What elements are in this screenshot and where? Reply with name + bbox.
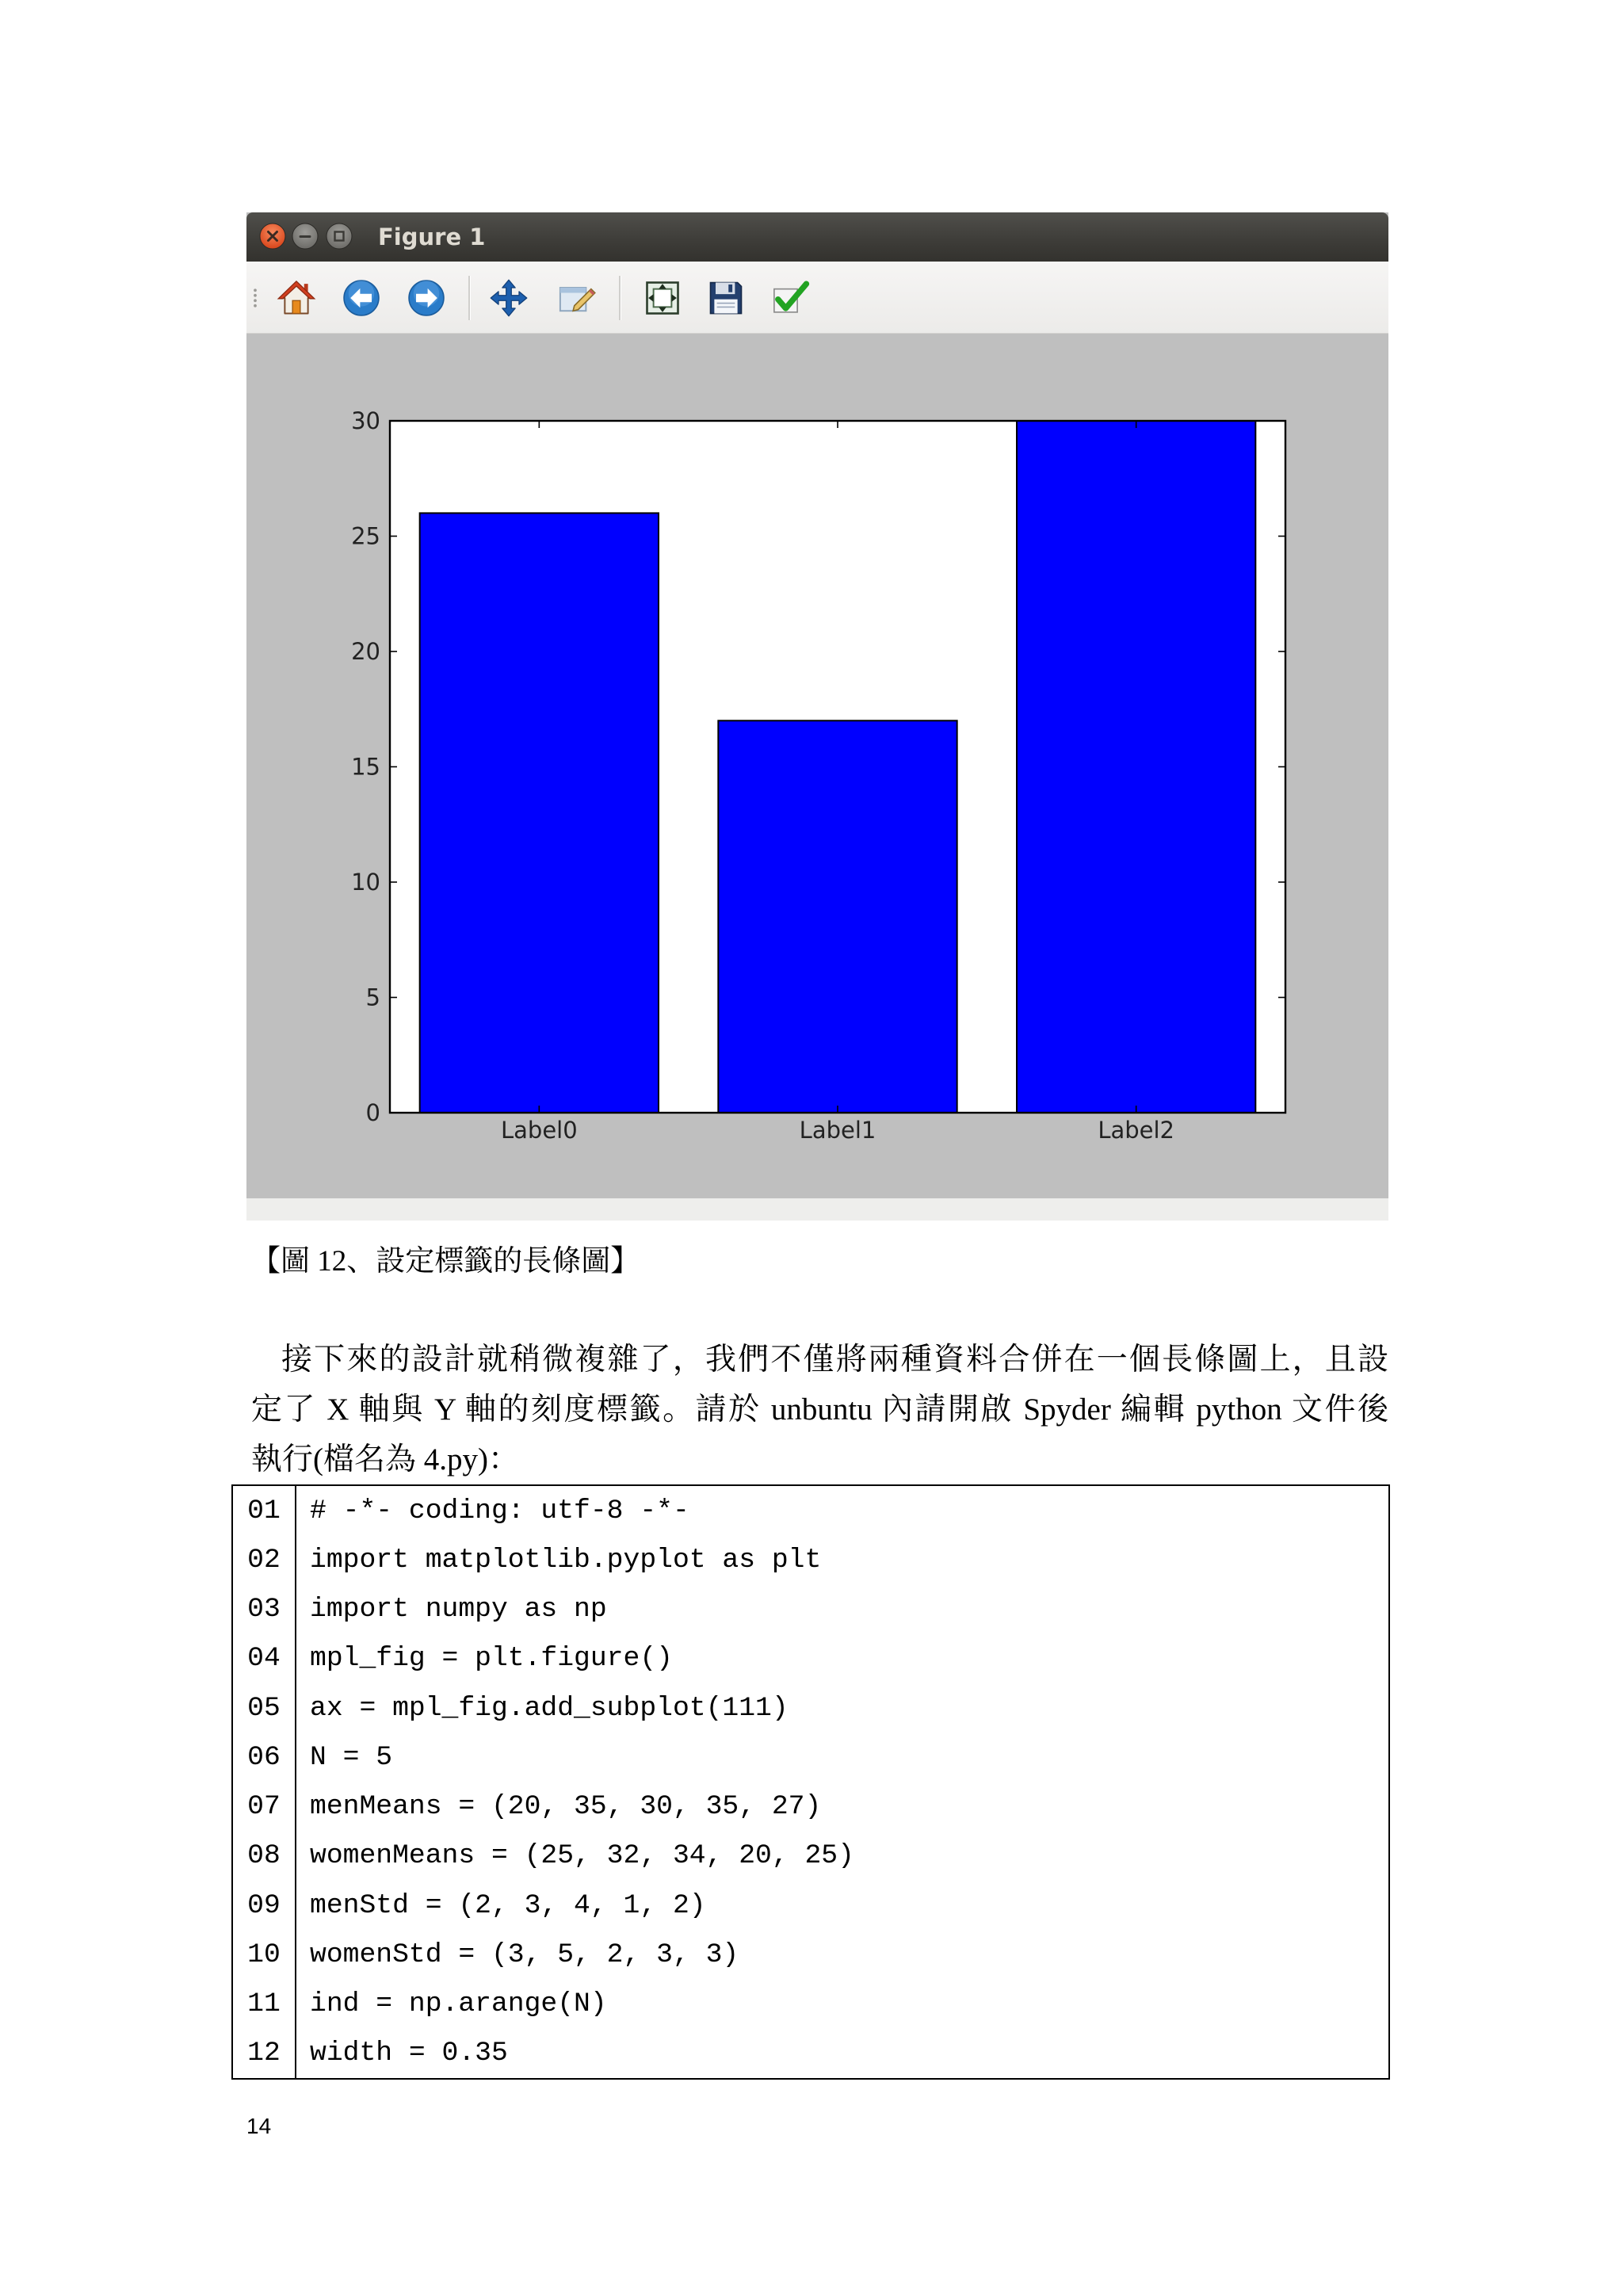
window-close-button[interactable] <box>259 223 286 250</box>
figure-caption: 【圖 12、設定標籤的長條圖】 <box>251 1245 640 1278</box>
line-number: 03 <box>233 1585 296 1634</box>
figure-canvas[interactable] <box>246 334 1388 1198</box>
code-line: import numpy as np <box>310 1594 607 1626</box>
line-number: 02 <box>233 1535 296 1584</box>
home-button[interactable] <box>276 277 317 319</box>
zoom-rect-icon <box>556 277 598 319</box>
code-line: womenMeans = (25, 32, 34, 20, 25) <box>310 1840 854 1872</box>
code-row <box>233 2029 1388 2078</box>
code-row <box>233 1486 1388 1535</box>
back-arrow-icon <box>341 277 382 319</box>
code-line: # -*- coding: utf-8 -*- <box>310 1495 689 1526</box>
code-row <box>233 1980 1388 2029</box>
code-row <box>233 1535 1388 1584</box>
back-button[interactable] <box>341 277 382 319</box>
navigation-toolbar <box>246 262 1388 334</box>
edit-check-icon <box>770 277 812 319</box>
zoom-button[interactable] <box>556 277 598 319</box>
body-paragraph <box>251 1335 1388 1484</box>
forward-arrow-icon <box>406 277 447 319</box>
forward-button[interactable] <box>406 277 447 319</box>
save-floppy-icon <box>705 277 747 319</box>
home-icon <box>276 277 317 319</box>
y-tick-label: 5 <box>365 984 380 1011</box>
minimize-icon <box>292 223 319 250</box>
maximize-icon <box>326 223 353 250</box>
paragraph-line: 定了 X 軸與 Y 軸的刻度標籤。請於 unbuntu 內請開啟 Spyder 編輯 python 文件後 <box>251 1392 1388 1427</box>
code-row <box>233 1881 1388 1930</box>
toolbar-separator <box>619 276 621 320</box>
code-row <box>233 1683 1388 1733</box>
code-line: N = 5 <box>310 1741 393 1773</box>
line-number: 08 <box>233 1832 296 1881</box>
code-line: width = 0.35 <box>310 2038 508 2069</box>
toolbar-separator <box>468 276 471 320</box>
code-line: womenStd = (3, 5, 2, 3, 3) <box>310 1939 739 1970</box>
bar-label1 <box>718 720 957 1113</box>
window-title: Figure 1 <box>378 223 486 250</box>
line-number: 01 <box>233 1486 296 1535</box>
code-row <box>233 1782 1388 1832</box>
code-row <box>233 1930 1388 1979</box>
close-icon <box>259 223 286 250</box>
y-tick-label: 10 <box>351 869 380 896</box>
line-number: 09 <box>233 1881 296 1930</box>
y-tick-label: 25 <box>351 522 380 550</box>
code-line: ind = np.arange(N) <box>310 1988 607 2020</box>
code-row <box>233 1733 1388 1782</box>
pan-arrows-icon <box>488 277 529 319</box>
line-number: 11 <box>233 1980 296 2029</box>
page-number: 14 <box>246 2114 272 2138</box>
code-line: menMeans = (20, 35, 30, 35, 27) <box>310 1791 822 1823</box>
save-button[interactable] <box>705 277 747 319</box>
code-line: menStd = (2, 3, 4, 1, 2) <box>310 1889 706 1921</box>
y-tick-label: 30 <box>351 407 380 434</box>
line-number: 10 <box>233 1930 296 1979</box>
line-number: 07 <box>233 1782 296 1832</box>
bar-label2 <box>1017 421 1255 1113</box>
subplots-config-icon <box>642 277 683 319</box>
x-tick-label: Label2 <box>1098 1117 1175 1144</box>
y-tick-label: 0 <box>365 1099 380 1126</box>
window-maximize-button[interactable] <box>326 223 353 250</box>
code-listing <box>231 1484 1390 2080</box>
line-number: 12 <box>233 2029 296 2078</box>
line-number: 04 <box>233 1634 296 1683</box>
line-number: 05 <box>233 1683 296 1733</box>
line-number: 06 <box>233 1733 296 1782</box>
paragraph-line: 接下來的設計就稍微複雜了，我們不僅將兩種資料合併在一個長條圖上，且設 <box>281 1343 1388 1377</box>
code-line: mpl_fig = plt.figure() <box>310 1643 673 1675</box>
edit-curves-button[interactable] <box>770 277 812 319</box>
window-statusbar <box>246 1198 1388 1221</box>
code-row <box>233 1585 1388 1634</box>
figure-window <box>246 212 1388 1221</box>
toolbar-grip-handle[interactable] <box>253 288 258 308</box>
code-line: import matplotlib.pyplot as plt <box>310 1544 822 1576</box>
pan-button[interactable] <box>488 277 529 319</box>
x-tick-label: Label1 <box>799 1117 876 1144</box>
code-row <box>233 1634 1388 1683</box>
paragraph-line: 執行(檔名為 4.py)： <box>251 1442 519 1477</box>
y-tick-label: 20 <box>351 638 380 665</box>
bar-chart <box>246 334 1388 1198</box>
y-tick-label: 15 <box>351 753 380 781</box>
code-line: ax = mpl_fig.add_subplot(111) <box>310 1692 789 1724</box>
configure-subplots-button[interactable] <box>642 277 683 319</box>
bar-label0 <box>420 513 659 1113</box>
window-minimize-button[interactable] <box>292 223 319 250</box>
code-row <box>233 1832 1388 1881</box>
x-tick-label: Label0 <box>500 1117 578 1144</box>
window-titlebar <box>246 212 1388 262</box>
